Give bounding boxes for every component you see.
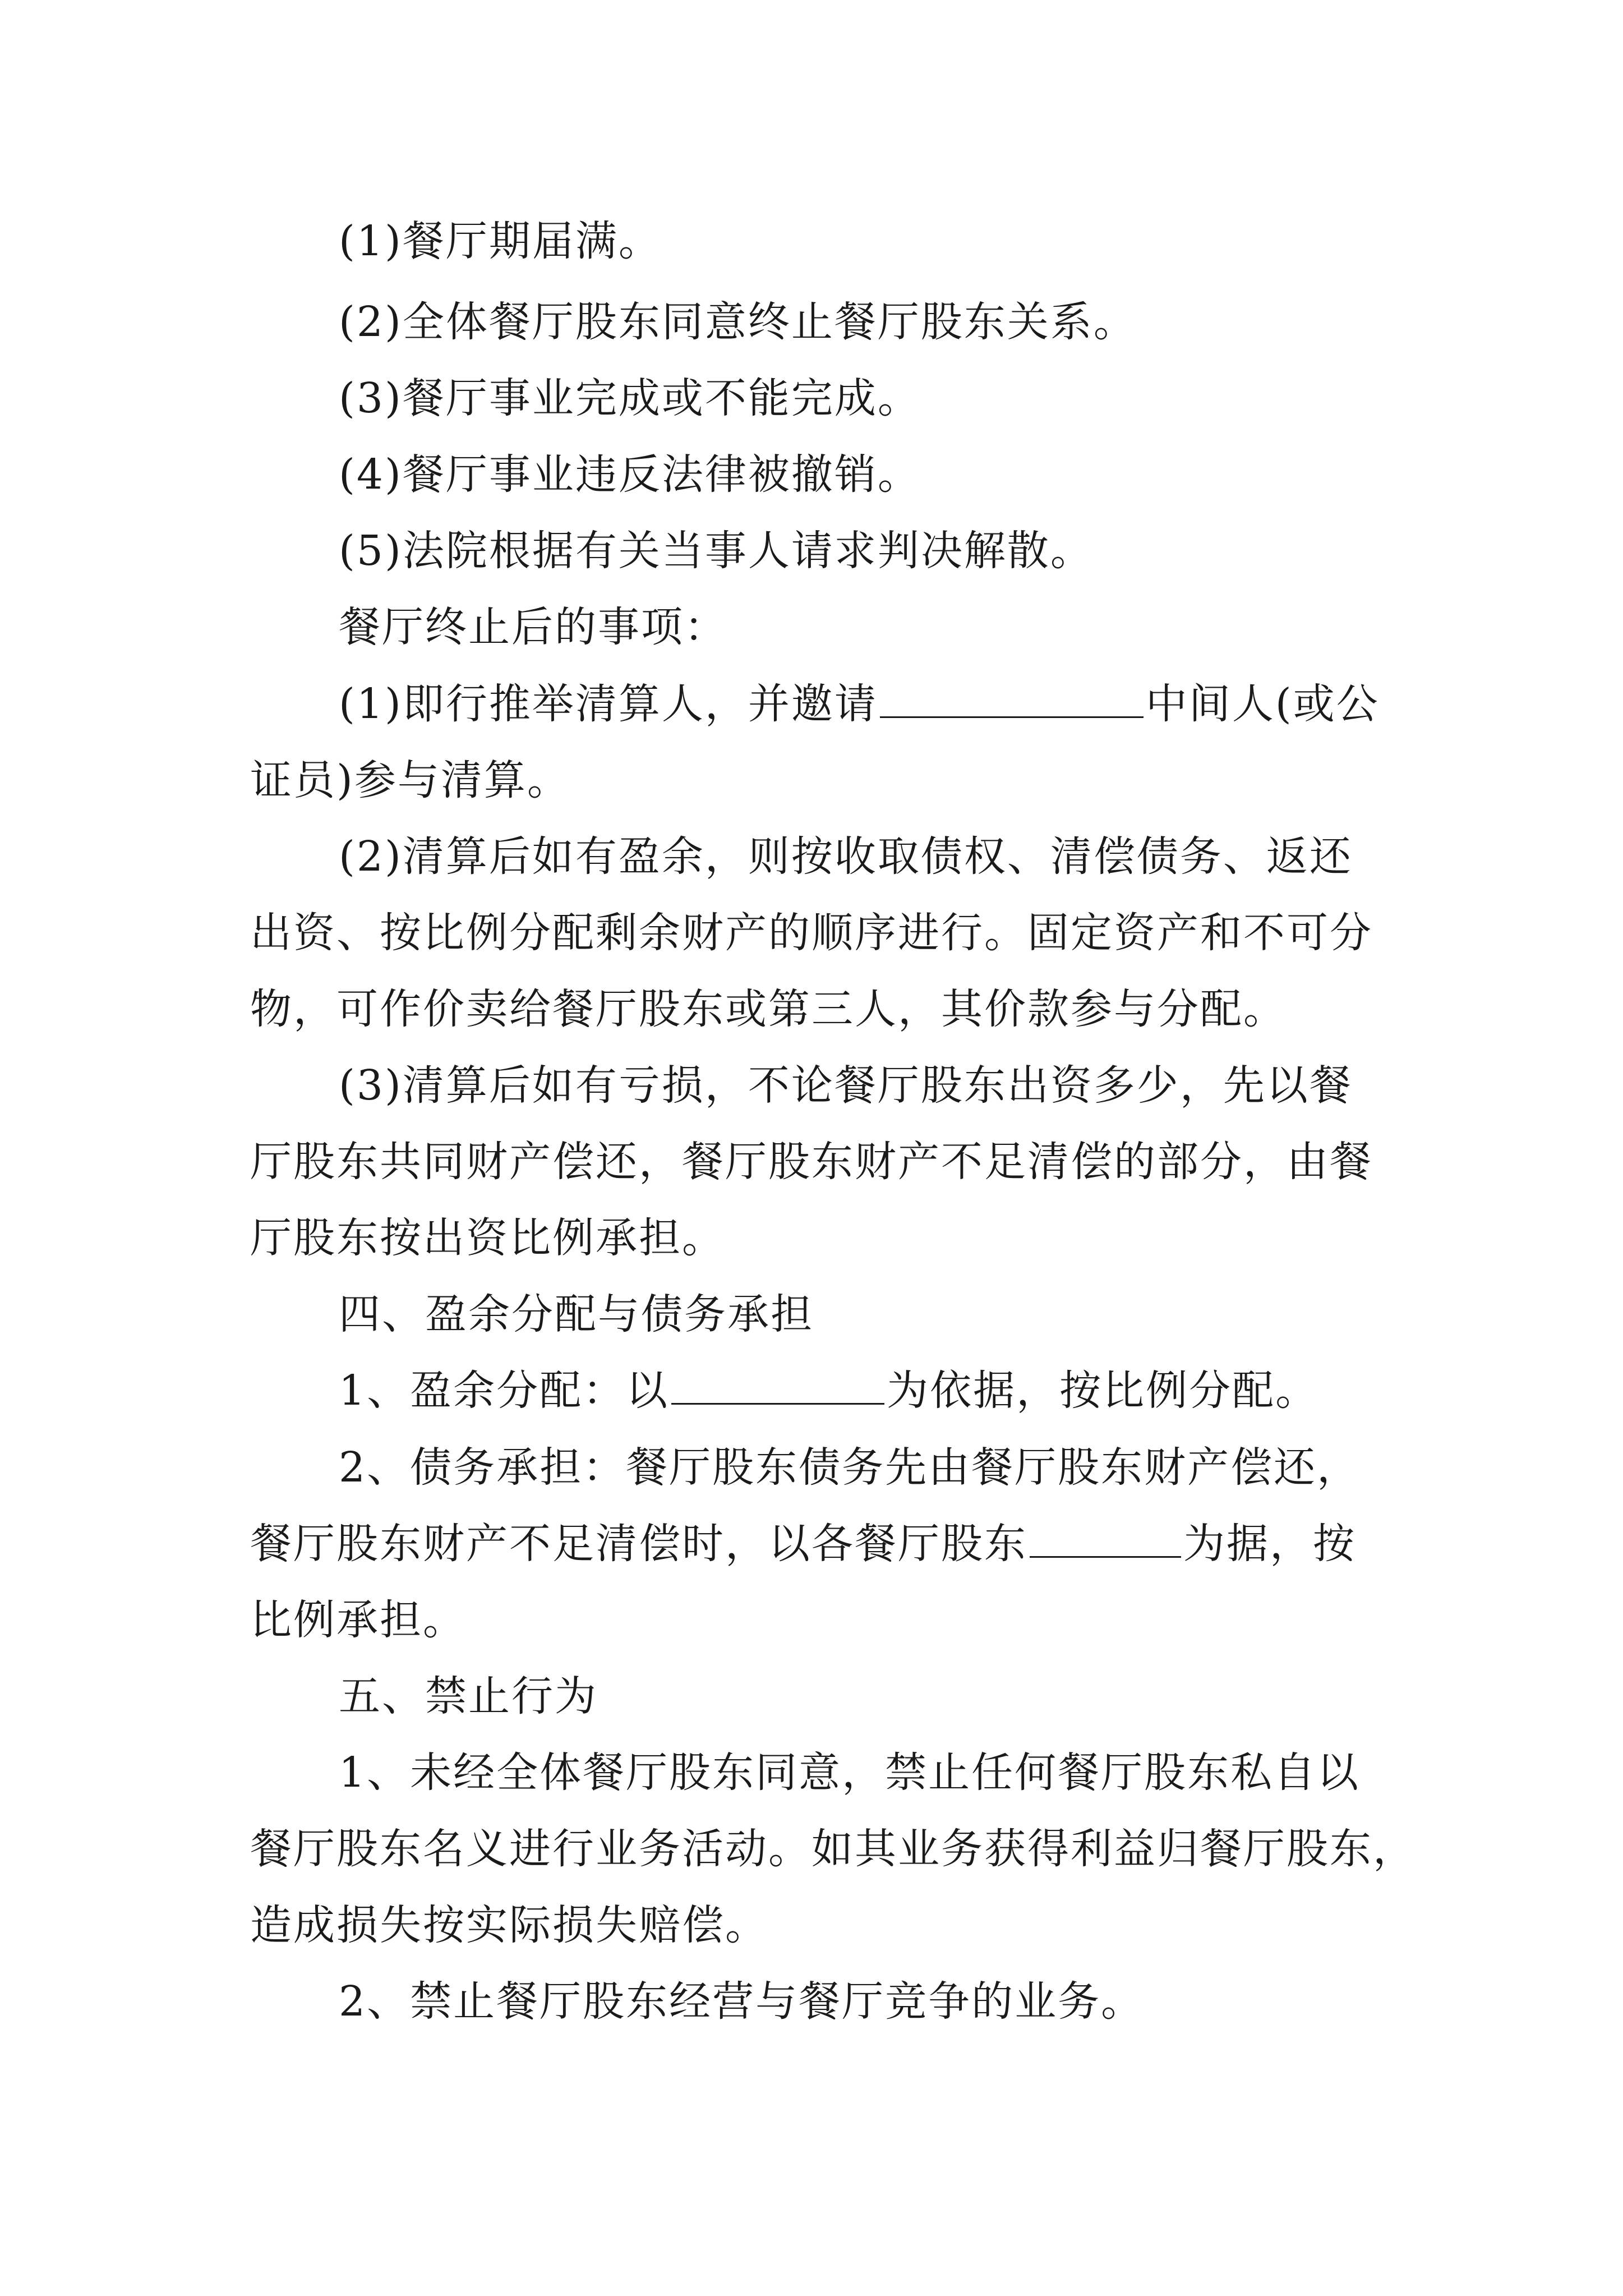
- section-4-heading: 四、盈余分配与债务承担: [339, 1290, 814, 1338]
- fill-blank-profit-basis: [671, 1368, 884, 1405]
- after-item-1-line-1: [339, 676, 1380, 732]
- termination-item-2: (2)全体餐厅股东同意终止餐厅股东关系。: [339, 298, 1137, 346]
- fill-blank-debt-basis: [1030, 1521, 1181, 1558]
- section-5-item-1-line-3: 造成损失按实际损失赔偿。: [250, 1901, 768, 1949]
- after-item-1-text-a: (1)即行推举清算人，并邀请: [339, 680, 878, 728]
- section-5-heading: 五、禁止行为: [339, 1672, 598, 1720]
- after-item-3-line-1: (3)清算后如有亏损，不论餐厅股东出资多少，先以餐: [339, 1061, 1353, 1110]
- section-5-item-1-line-1: 1、未经全体餐厅股东同意，禁止任何餐厅股东私自以: [339, 1749, 1361, 1797]
- after-item-3-line-3: 厅股东按出资比例承担。: [250, 1214, 725, 1262]
- termination-item-3: (3)餐厅事业完成或不能完成。: [339, 374, 921, 422]
- after-item-1-line-2: 证员)参与清算。: [250, 756, 570, 804]
- fill-blank-mediator: [880, 682, 1144, 718]
- after-item-2-line-1: (2)清算后如有盈余，则按收取债权、清偿债务、返还: [339, 832, 1353, 881]
- section-4-item-2-line-2: [250, 1516, 1356, 1572]
- section-4-item-2-line-3: 比例承担。: [250, 1596, 466, 1644]
- termination-item-5: (5)法院根据有关当事人请求判决解散。: [339, 527, 1094, 575]
- section-4-item-2-text-b: 为据，按: [1183, 1520, 1356, 1568]
- after-item-2-line-2: 出资、按比例分配剩余财产的顺序进行。固定资产和不可分: [250, 909, 1373, 957]
- after-item-1-text-b: 中间人(或公: [1145, 680, 1380, 728]
- after-termination-heading: 餐厅终止后的事项：: [339, 603, 727, 651]
- section-4-item-2-text-a: 餐厅股东财产不足清偿时，以各餐厅股东: [250, 1520, 1027, 1568]
- section-5-item-2: 2、禁止餐厅股东经营与餐厅竞争的业务。: [339, 1977, 1145, 2026]
- section-4-item-2-line-1: 2、债务承担：餐厅股东债务先由餐厅股东财产偿还，: [339, 1443, 1361, 1492]
- after-item-2-line-3: 物，可作价卖给餐厅股东或第三人，其价款参与分配。: [250, 985, 1287, 1033]
- section-5-item-1-line-2: 餐厅股东名义进行业务活动。如其业务获得利益归餐厅股东，: [250, 1825, 1416, 1873]
- termination-item-4: (4)餐厅事业违反法律被撤销。: [339, 450, 921, 499]
- after-item-3-line-2: 厅股东共同财产偿还，餐厅股东财产不足清偿的部分，由餐: [250, 1138, 1373, 1186]
- termination-item-1: (1)餐厅期届满。: [339, 217, 662, 265]
- section-4-item-1-text-a: 1、盈余分配：以: [339, 1366, 670, 1415]
- section-4-item-1-text-b: 为依据，按比例分配。: [887, 1366, 1319, 1415]
- section-4-item-1: [339, 1363, 1318, 1419]
